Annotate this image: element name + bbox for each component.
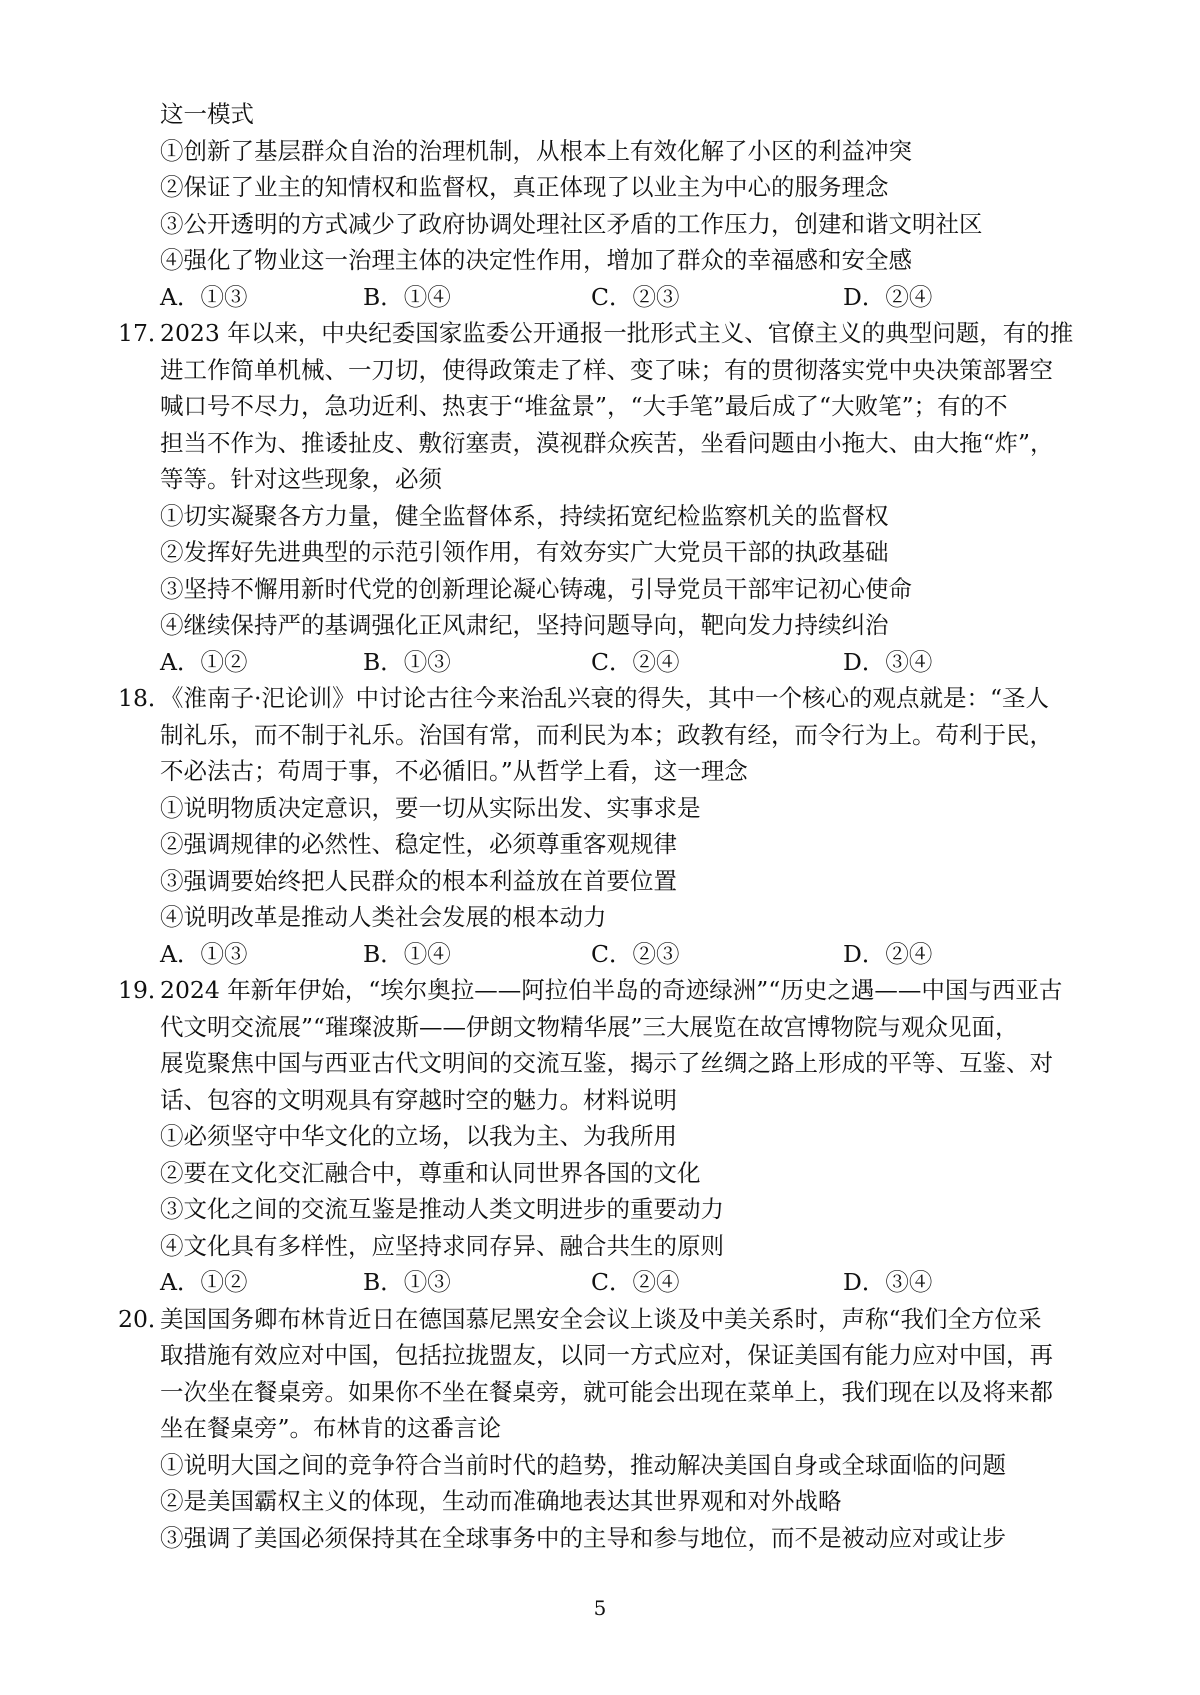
question-stem-line: [118, 1301, 1100, 1338]
question-stem-line: 制礼乐，而不制于礼乐。治国有常，而利民为本；政教有经，而令行为上。苟利于民，: [160, 720, 1053, 749]
choice-item: ③公开透明的方式减少了政府协调处理社区矛盾的工作压力，创建和谐文明社区: [160, 209, 983, 238]
choice-item: ③坚持不懈用新时代党的创新理论凝心铸魂，引导党员干部牢记初心使命: [160, 574, 912, 603]
question-number: 18．: [118, 684, 172, 712]
question-stem-text: 美国国务卿布林肯近日在德国慕尼黑安全会议上谈及中美关系时，声称“我们全方位采: [160, 1304, 1042, 1333]
question-stem-line: 取措施有效应对中国，包括拉拢盟友，以同一方式应对，保证美国有能力应对中国，再: [160, 1341, 1053, 1369]
option-c: C．②③: [591, 282, 680, 311]
option-c: C．②③: [591, 939, 680, 968]
question-19: [118, 972, 1100, 1301]
question-stem-text: 2024 年新年伊始，“埃尔奥拉——阿拉伯半岛的奇迹绿洲”“历史之遇——中国与西亚古: [160, 976, 1063, 1004]
option-a: A．①②: [160, 1268, 248, 1296]
choice-item: ②保证了业主的知情权和监督权，真正体现了以业主为中心的服务理念: [160, 173, 889, 201]
option-b: B．①④: [363, 939, 451, 968]
choice-item: ④强化了物业这一治理主体的决定性作用，增加了群众的幸福感和安全感: [160, 246, 912, 274]
question-stem-line: 一次坐在餐桌旁。如果你不坐在餐桌旁，就可能会出现在菜单上，我们现在以及将来都: [160, 1377, 1053, 1406]
choice-item: ①说明物质决定意识，要一切从实际出发、实事求是: [160, 793, 701, 822]
choice-item: ①必须坚守中华文化的立场，以我为主、为我所用: [160, 1122, 677, 1150]
answer-options: [160, 279, 1100, 316]
question-stem-line: 等等。针对这些现象，必须: [160, 465, 442, 493]
question-stem-line: 喊口号不尽力，急功近利、热衷于“堆盆景”，“大手笔”最后成了“大败笔”；有的不: [160, 392, 1008, 420]
choice-item: ①说明大国之间的竞争符合当前时代的趋势，推动解决美国自身或全球面临的问题: [160, 1450, 1006, 1479]
option-d: D．②④: [843, 282, 933, 311]
answer-options: [160, 1264, 1100, 1301]
option-a: A．①③: [160, 282, 248, 311]
choice-item: ①创新了基层群众自治的治理机制，从根本上有效化解了小区的利益冲突: [160, 136, 912, 165]
answer-options: [160, 644, 1100, 681]
question-stem-line: 坐在餐桌旁”。布林肯的这番言论: [160, 1414, 502, 1442]
question-stem-text: 《淮南子·汜论训》中讨论古往今来治乱兴衰的得失，其中一个核心的观点就是：“圣人: [160, 684, 1049, 712]
choice-item: ③强调要始终把人民群众的根本利益放在首要位置: [160, 866, 677, 895]
question-stem-line: 不必法古；苟周于事，不必循旧。”从哲学上看，这一理念: [160, 757, 748, 785]
choice-item: ③文化之间的交流互鉴是推动人类文明进步的重要动力: [160, 1195, 724, 1223]
option-c: C．②④: [591, 647, 680, 676]
choice-item: ②要在文化交汇融合中，尊重和认同世界各国的文化: [160, 1158, 701, 1187]
choice-item: ②强调规律的必然性、稳定性，必须尊重客观规律: [160, 830, 677, 858]
question-stem-line: 担当不作为、推诿扯皮、敷衍塞责，漠视群众疾苦，坐看问题由小拖大、由大拖“炸”，: [160, 428, 1054, 457]
question-stem-line: [118, 972, 1100, 1009]
question-stem-line: [118, 680, 1100, 717]
option-d: D．③④: [843, 1268, 933, 1296]
choice-item: ②发挥好先进典型的示范引领作用，有效夯实广大党员干部的执政基础: [160, 538, 889, 566]
option-b: B．①③: [363, 647, 451, 676]
question-number: 20．: [118, 1304, 172, 1333]
option-a: A．①②: [160, 647, 248, 676]
option-c: C．②④: [591, 1268, 680, 1296]
choice-item: ④说明改革是推动人类社会发展的根本动力: [160, 903, 607, 931]
page-number: 5: [593, 1596, 607, 1620]
answer-options: [160, 936, 1100, 973]
option-a: A．①③: [160, 939, 248, 968]
option-d: D．②④: [843, 939, 933, 968]
question-stem-line: 进工作简单机械、一刀切，使得政策走了样、变了味；有的贯彻落实党中央决策部署空: [160, 355, 1053, 384]
choice-item: ④文化具有多样性，应坚持求同存异、融合共生的原则: [160, 1231, 724, 1260]
choice-item: ②是美国霸权主义的体现，生动而准确地表达其世界观和对外战略: [160, 1487, 842, 1515]
question-20: [118, 1301, 1100, 1557]
choice-item: ①切实凝聚各方力量，健全监督体系，持续拓宽纪检监察机关的监督权: [160, 501, 889, 530]
question-number: 17．: [118, 319, 172, 347]
question-number: 19．: [118, 976, 172, 1004]
question-17: [118, 315, 1100, 680]
question-stem-line: 展览聚焦中国与西亚古代文明间的交流互鉴，揭示了丝绸之路上形成的平等、互鉴、对: [160, 1049, 1053, 1077]
question-stem-line: 这一模式: [160, 100, 254, 128]
option-d: D．③④: [843, 647, 933, 676]
option-b: B．①③: [363, 1268, 451, 1296]
question-stem-line: [118, 315, 1100, 352]
question-18: [118, 680, 1100, 972]
question-stem-line: 话、包容的文明观具有穿越时空的魅力。材料说明: [160, 1085, 677, 1114]
choice-item: ③强调了美国必须保持其在全球事务中的主导和参与地位，而不是被动应对或让步: [160, 1523, 1006, 1552]
question-stem-text: 2023 年以来，中央纪委国家监委公开通报一批形式主义、官僚主义的典型问题，有的推: [160, 319, 1074, 347]
question-16-tail: [118, 96, 1100, 315]
question-stem-line: 代文明交流展”“璀璨波斯——伊朗文物精华展”三大展览在故宫博物院与观众见面，: [160, 1012, 1019, 1041]
option-b: B．①④: [363, 282, 451, 311]
choice-item: ④继续保持严的基调强化正风肃纪，坚持问题导向，靶向发力持续纠治: [160, 611, 889, 639]
